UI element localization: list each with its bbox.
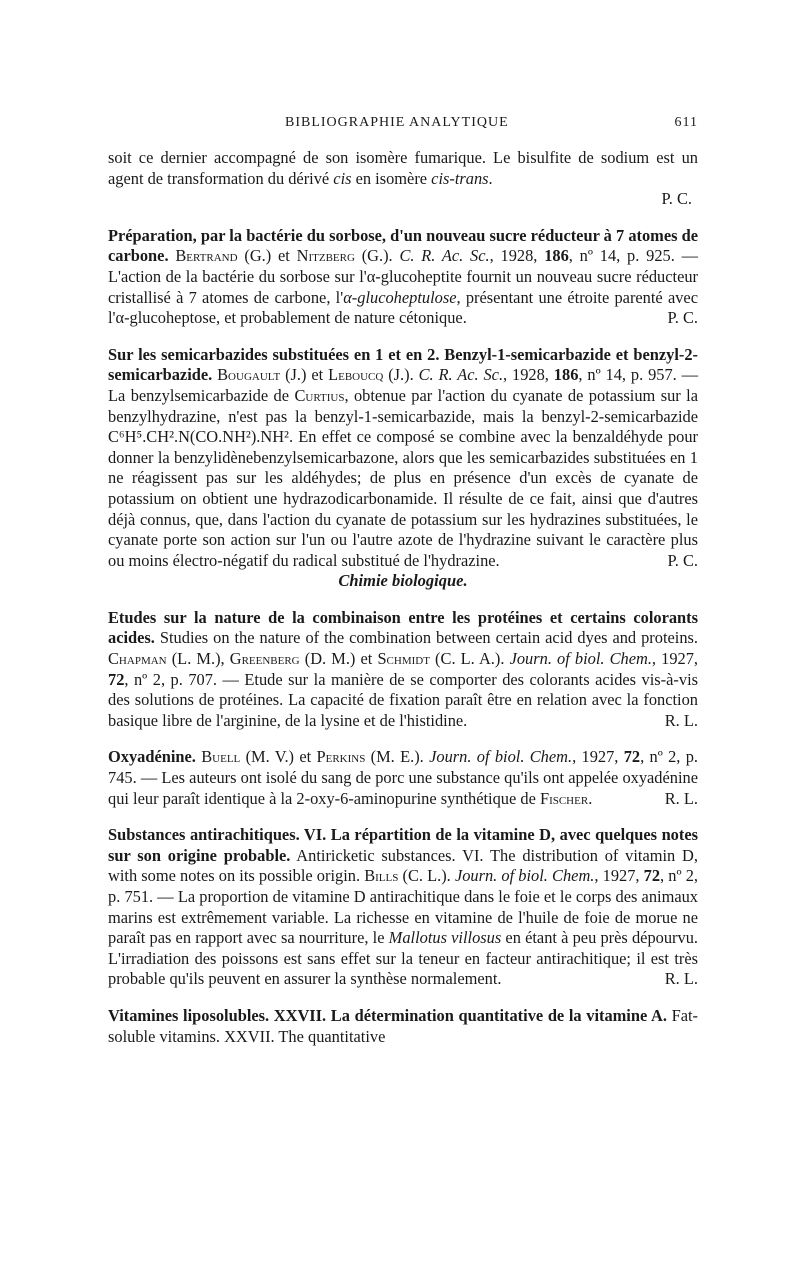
author-initials: (G.) et: [237, 246, 297, 266]
abstract-text: , nº 14, p. 925. — L'action de la bactérie du sorbose sur l'α-glucoheptite fournit un nouveau sucre réducteur cristallisé à 7 atomes de carbone, l': [108, 246, 698, 307]
intro-signature: P. C.: [661, 189, 692, 209]
intro-text: en isomère: [351, 168, 432, 188]
intro-cis: cis: [333, 168, 352, 188]
volume-number: 72: [623, 747, 641, 767]
journal-name: C. R. Ac. Sc.: [399, 246, 490, 266]
journal-name: Journ. of biol. Chem.: [429, 747, 573, 767]
author-name: Greenberg: [229, 649, 300, 669]
author-initials: (L. M.),: [166, 649, 230, 669]
english-title: Fat-soluble vitamins. XXVII. The quantitative: [108, 1005, 698, 1046]
citation-text: , 1927,: [572, 747, 624, 767]
author-initials: (M. E.).: [365, 747, 430, 767]
species-name: Mallotus villosus: [388, 928, 502, 948]
compound-name: α-glucoheptulose: [343, 287, 457, 307]
author-name: Perkins: [316, 747, 366, 767]
entry-title: Substances antirachitiques. VI. La répartition de la vitamine D, avec quelques notes sur son origine probable.: [108, 825, 698, 865]
abstract-text: en étant à peu près dépourvu. L'irradiation des poissons est sans effet sur la teneur en facteur antirachitique; il est très probable qu'ils peuvent en assurer la synthèse normalement.: [108, 928, 698, 989]
entry-antirachitic: [108, 825, 698, 990]
entry-title: Oxyadénine.: [108, 747, 196, 767]
intro-cis-trans: cis-trans: [431, 168, 489, 188]
citation-text: , 1927,: [594, 866, 644, 886]
author-name: Bills: [364, 866, 399, 886]
abstract-text: , présentant une étroite parenté avec l'α-glucoheptose, et probablement de nature cétonique.: [108, 287, 698, 328]
volume-number: 72: [643, 866, 661, 886]
citation-text: , 1928,: [489, 246, 545, 266]
person-name: Curtius: [294, 385, 345, 405]
author-name: Bougault: [217, 365, 281, 385]
author-initials: (C. L.).: [398, 866, 455, 886]
volume-number: 186: [544, 246, 569, 266]
author-name: Schmidt: [377, 649, 430, 669]
author-initials: (G.).: [354, 246, 400, 266]
author-name: Bertrand: [175, 246, 238, 266]
entry-proteins: [108, 608, 698, 732]
abstract-text: , nº 2, p. 751. — La proportion de vitamine D antirachitique dans le foie et le corps des animaux marins est extrêmement variable. La richesse en vitamine de l'huile de foie de morue ne paraît pas en rapport avec sa nourriture, le: [108, 866, 699, 948]
entry-signature: R. L.: [664, 788, 698, 808]
entry-paragraph: [108, 825, 698, 990]
author-name: Chapman: [108, 649, 167, 669]
person-name: Fischer: [539, 788, 589, 808]
entry-paragraph: [108, 747, 698, 809]
english-title: Studies on the nature of the combination between certain acid dyes and proteins.: [154, 628, 698, 648]
entry-semicarbazides: [108, 345, 698, 572]
author-initials: (C. L. A.).: [429, 649, 510, 669]
abstract-text: .: [588, 788, 593, 808]
author-name: Nitzberg: [296, 246, 355, 266]
entry-vitamin-a: [108, 1006, 698, 1047]
entry-signature: P. C.: [667, 550, 698, 570]
abstract-text: , nº 2, p. 707. — Etude sur la manière de se comporter des colorants acides vis-à-vis des solutions de protéines. La capacité de fixation paraît être en relation avec la fonction basique libre de l'arginine, de la lysine et de l'histidine.: [108, 669, 698, 730]
entry-oxyadenine: [108, 747, 698, 809]
citation-text: , 1927,: [651, 649, 699, 669]
abstract-text: , obtenue par l'action du cyanate de potassium sur la benzylhydrazine, n'est pas la benzyl-1-semicarbazide, mais la benzyl-2-semicarbazide C⁶H⁵.CH².N(CO.NH²).NH². En effet ce composé se combine avec la benzaldéhyde pour donner la benzylidènebenzylsemicarbazone, alors que les semicarbazides substituées en 1 ne réagissent pas sur les aldéhydes; de plus en présence d'un excès de cyanate de potassium on obtient une hydrazodicarbonamide. Il résulte de ce fait, ainsi que d'autres déjà connus, que, dans l'action du cyanate de potassium sur les hydrazines substituées, le cyanate porte son action sur l'un ou l'autre azote de l'hydrazine suivant le caractère plus ou moins électro-négatif du radical substitué de l'hydrazine.: [108, 385, 698, 570]
entry-title: Sur les semicarbazides substituées en 1 et en 2. Benzyl-1-semicarbazide et benzyl-2-semicarbazide.: [108, 344, 698, 385]
entry-paragraph: [108, 345, 698, 572]
page-number: 611: [674, 115, 698, 130]
author-initials: (J.).: [383, 365, 419, 385]
page-body: [108, 148, 698, 1047]
entry-title: Etudes sur la nature de la combinaison entre les protéines et certains colorants acides.: [108, 607, 698, 648]
entry-paragraph: [108, 1006, 698, 1047]
intro-text: soit ce dernier accompagné de son isomère fumarique. Le bisulfite de sodium est un agent de transformation du dérivé: [108, 148, 698, 188]
entry-signature: R. L.: [664, 969, 698, 989]
journal-name: Journ. of biol. Chem.: [509, 649, 652, 669]
journal-name: Journ. of biol. Chem.: [454, 866, 595, 886]
entry-sorbose: [108, 226, 698, 329]
author-name: Buell: [201, 747, 241, 767]
volume-number: 186: [553, 365, 579, 385]
entry-paragraph: [108, 608, 698, 732]
intro-text: .: [488, 168, 493, 188]
english-title: Antiricketic substances. VI. The distribution of vitamin D, with some notes on its possible origin.: [108, 845, 698, 886]
author-initials: (D. M.) et: [299, 649, 378, 669]
abstract-text: , nº 2, p. 745. — Les auteurs ont isolé du sang de porc une substance qu'ils ont appelée oxyadénine qui leur paraît identique à la 2-oxy-6-aminopurine synthétique de: [108, 747, 699, 808]
section-heading: Chimie biologique.: [338, 571, 468, 591]
entry-signature: R. L.: [664, 710, 698, 730]
intro-paragraph: [108, 148, 698, 189]
volume-number: 72: [108, 669, 125, 689]
author-initials: (J.) et: [280, 365, 329, 385]
entry-title: Préparation, par la bactérie du sorbose, d'un nouveau sucre réducteur à 7 atomes de carbone.: [108, 225, 698, 266]
author-name: Leboucq: [328, 365, 384, 385]
citation-text: , 1928,: [503, 365, 554, 385]
entry-signature: P. C.: [667, 308, 698, 328]
entry-title: Vitamines liposolubles. XXVII. La détermination quantitative de la vitamine A.: [108, 1005, 667, 1025]
running-title: BIBLIOGRAPHIE ANALYTIQUE: [285, 115, 509, 130]
author-initials: (M. V.) et: [240, 747, 317, 767]
journal-name: C. R. Ac. Sc.: [418, 365, 504, 385]
abstract-text: , nº 14, p. 957. — La benzylsemicarbazide de: [108, 365, 699, 405]
entry-paragraph: [108, 226, 698, 329]
